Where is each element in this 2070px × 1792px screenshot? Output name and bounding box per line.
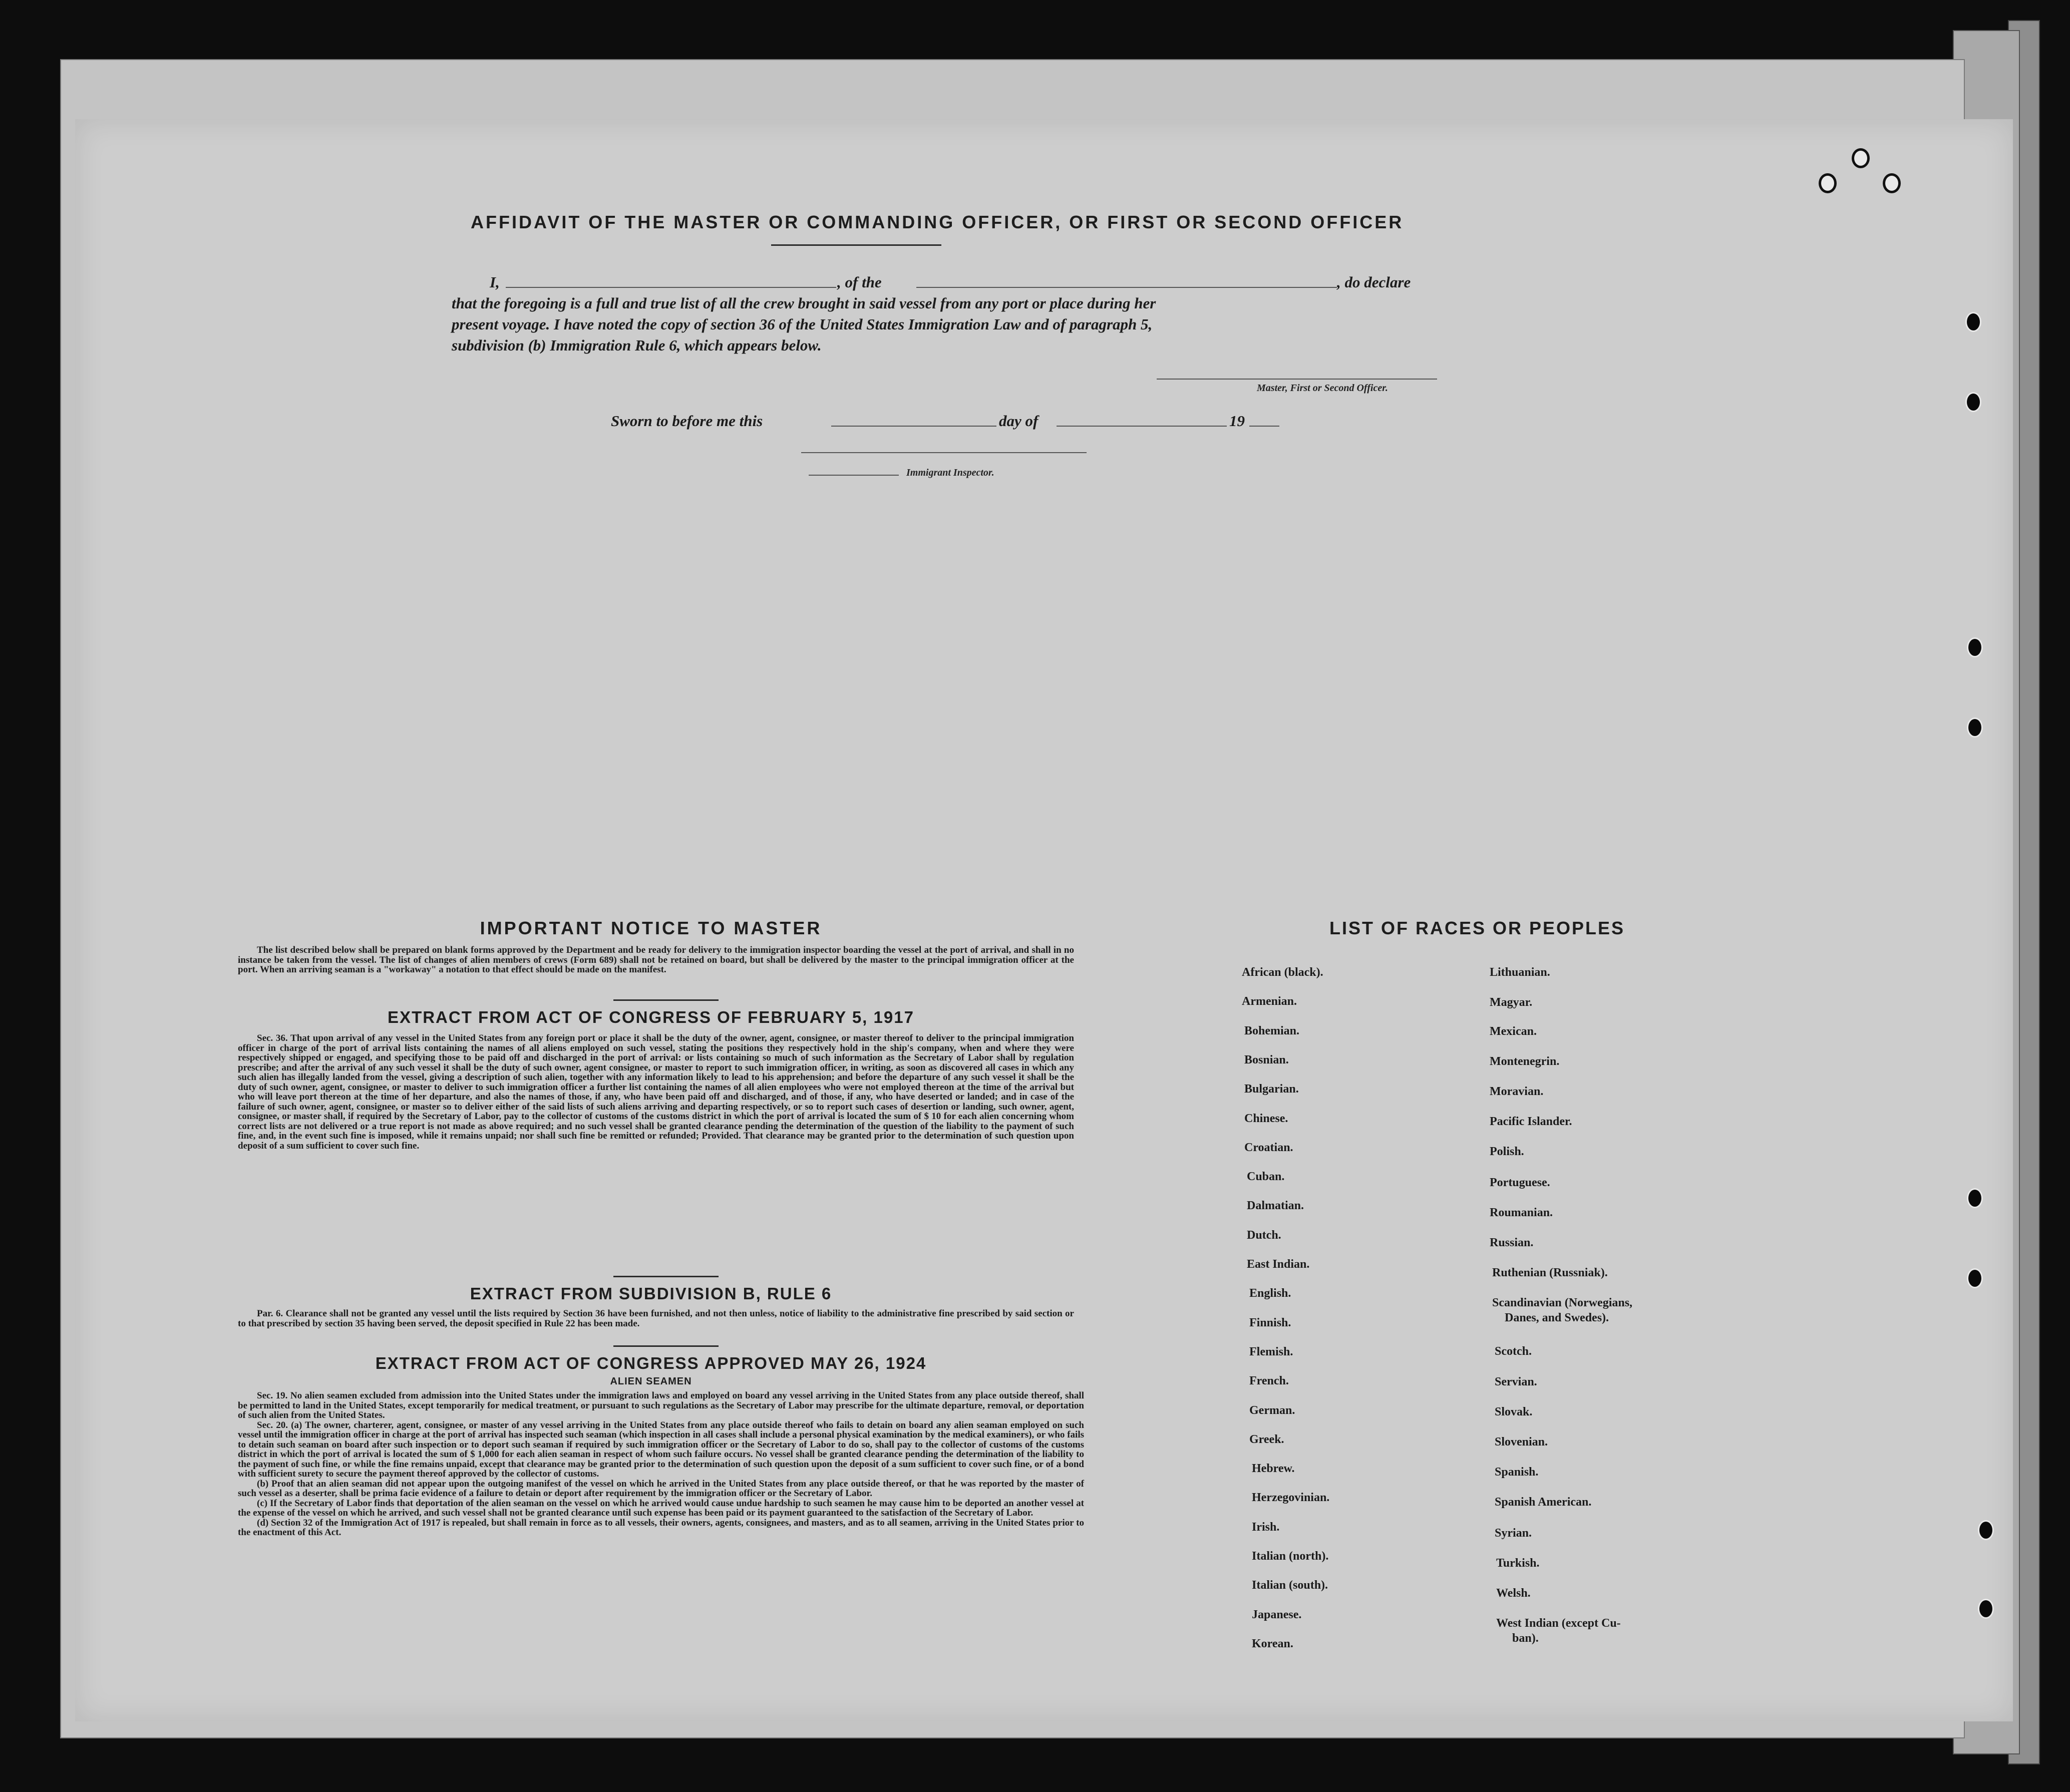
race-item: Turkish. [1496, 1557, 1540, 1570]
master-label: Master, First or Second Officer. [1257, 383, 1388, 394]
vessel-blank [916, 287, 1337, 288]
binder-hole-icon [1978, 1520, 1994, 1540]
binder-hole-icon [1965, 312, 1981, 332]
race-item: Scandinavian (Norwegians, [1492, 1296, 1633, 1309]
extract-rule6-title: EXTRACT FROM SUBDIVISION B, RULE 6 [470, 1284, 832, 1303]
binder-hole-icon [1967, 637, 1983, 657]
race-item: Pacific Islander. [1490, 1115, 1572, 1128]
binder-hole-icon [1978, 1599, 1994, 1619]
binder-hole-icon [1965, 392, 1981, 412]
race-item: Russian. [1490, 1236, 1534, 1249]
notice-paragraph: The list described below shall be prepared on blank forms approved by the Department and be ready for delivery to the immigration inspector boarding the vessel at the port of arrival, and shall in no instance be taken from the vessel. The list of changes of alien members of crews (Form 689) shall not be retained on board, but shall be delivered by the master to the principal immigration officer at the port. When an arriving seaman is a "workaway" a notation to that effect should be made on the manifest. [238, 945, 1074, 975]
race-item: West Indian (except Cu- [1496, 1617, 1621, 1630]
race-item: ban). [1512, 1632, 1539, 1645]
paragraph-6: Par. 6. Clearance shall not be granted any vessel until the lists required by Section 36 have been furnished, and not then unless, notice of liability to the administrative fine prescribed by said section or to that prescribed by section 35 having been served, the deposit specified in Rule 22 has been made. [238, 1308, 1074, 1329]
binder-hole-icon [1967, 1188, 1983, 1208]
name-blank [506, 287, 836, 288]
section-divider [613, 1276, 719, 1277]
race-item: Flemish. [1249, 1345, 1293, 1358]
section-divider [613, 999, 719, 1001]
race-item: Welsh. [1496, 1587, 1531, 1600]
race-item: Portuguese. [1490, 1176, 1550, 1189]
form-page [75, 119, 2013, 1721]
race-item: Greek. [1249, 1432, 1284, 1446]
affidavit-title: AFFIDAVIT OF THE MASTER OR COMMANDING OFFICER, OR FIRST OR SECOND OFFICER [471, 212, 1404, 232]
ring-hole-icon [1852, 148, 1870, 168]
affidavit-line1-mid: , of the [837, 273, 882, 291]
race-item: Magyar. [1490, 996, 1533, 1009]
race-item: French. [1249, 1374, 1289, 1388]
race-item: Roumanian. [1490, 1206, 1553, 1219]
races-title: LIST OF RACES OR PEOPLES [1329, 918, 1625, 938]
extract-1924-text [238, 1391, 1084, 1538]
race-item: African (black). [1242, 966, 1323, 979]
race-item: Lithuanian. [1490, 966, 1550, 979]
race-item: Chinese. [1244, 1112, 1288, 1125]
section-20d-paragraph: (d) Section 32 of the Immigration Act of 1917 is repealed, but shall remain in force as to all vessels, their owners, agents, consignees, and masters, and as to all seamen, arriving in the United States prior to the enactment of this Act. [238, 1517, 1084, 1538]
race-item: Dalmatian. [1247, 1199, 1304, 1213]
race-item: Spanish. [1495, 1466, 1539, 1479]
race-item: Servian. [1495, 1375, 1537, 1388]
race-item: Bulgarian. [1244, 1083, 1299, 1096]
sworn-start: Sworn to before me this [611, 412, 763, 430]
extract-1924-title: EXTRACT FROM ACT OF CONGRESS APPROVED MAY 26, 1924 [375, 1354, 927, 1372]
race-item: Korean. [1252, 1637, 1293, 1650]
section-19-paragraph: Sec. 19. No alien seamen excluded from admission into the United States under the immigration laws and employed on board any vessel arriving in the United States from any place outside thereof, shall be permitted to land in the United States, except temporarily for medical treatment, or pursuant to such regulations as the Secretary of Labor may prescribe for the ultimate departure, removal, or deportation of such alien from the United States. [238, 1390, 1084, 1420]
race-item: Italian (north). [1252, 1550, 1329, 1563]
affidavit-line1-start: I, [490, 273, 500, 291]
race-item: Moravian. [1490, 1085, 1544, 1098]
affidavit-line2: that the foregoing is a full and true list of all the crew brought in said vessel from any port or place during her [452, 294, 1156, 312]
affidavit-line4: subdivision (b) Immigration Rule 6, which appears below. [452, 336, 822, 354]
race-item: Spanish American. [1495, 1496, 1592, 1509]
inspector-label: Immigrant Inspector. [906, 467, 994, 478]
sworn-month-blank [1057, 426, 1227, 427]
extract-1917-text [238, 1033, 1074, 1151]
race-item: East Indian. [1247, 1258, 1310, 1271]
sworn-year-label: 19 [1229, 412, 1245, 430]
race-item: Bosnian. [1244, 1053, 1289, 1066]
race-item: Irish. [1252, 1520, 1280, 1534]
race-item: Japanese. [1252, 1608, 1302, 1621]
race-item: Polish. [1490, 1145, 1524, 1158]
affidavit-line3: present voyage. I have noted the copy of section 36 of the United States Immigration Law and of paragraph 5, [452, 315, 1153, 333]
race-item: Armenian. [1242, 995, 1297, 1008]
extract-1917-title: EXTRACT FROM ACT OF CONGRESS OF FEBRUARY 5, 1917 [388, 1008, 914, 1026]
race-item: Bohemian. [1244, 1024, 1300, 1037]
race-item: Slovak. [1495, 1405, 1533, 1418]
notice-text [238, 945, 1074, 975]
race-item: Danes, and Swedes). [1505, 1311, 1609, 1324]
ring-hole-icon [1883, 173, 1901, 193]
alien-seamen-subtitle: ALIEN SEAMEN [610, 1376, 692, 1387]
race-item: Syrian. [1495, 1527, 1532, 1540]
title-underline [771, 244, 941, 246]
section-20a-paragraph: Sec. 20. (a) The owner, charterer, agent, consignee, or master of any vessel arriving in the United States from any place outside thereof who fails to detain on board any alien seaman employed on such vessel until the immigration officer in charge at the port of arrival has inspected such seaman (which inspection in all cases shall include a personal physical examination by the medical examiners), or who fails to detain such seaman on board after such inspection or to deport such seaman if required by such immigration officer or the Secretary of Labor to do so, shall pay to the collector of customs of the customs district in which the port of arrival is located the sum of $ 1,000 for each alien seaman in respect of whom such failure occurs. No vessel shall be granted clearance pending the determination of the liability to the payment of such fine, or while the fine remains unpaid, except that clearance may be granted prior to the determination of such question upon the deposit of a sum sufficient to cover such fine, or of a bond with sufficient surety to secure the payment thereof approved by the collector of customs. [238, 1419, 1084, 1479]
race-item: Hebrew. [1252, 1462, 1295, 1476]
section-36-paragraph: Sec. 36. That upon arrival of any vessel in the United States from any foreign port or place it shall be the duty of the owner, agent, consignee, or master thereof to deliver to the principal immigration officer in charge of the port of arrival lists containing the names of all aliens employed on such vessel, stating the positions they respectively hold in the ship's company, when and where they were respectively shipped or engaged, and specifying those to be paid off and discharged in the port of arrival: or lists containing so much of such information as the Secretary of Labor shall by regulation prescribe; and after the arrival of any such vessel it shall be the duty of such owner, agent consignee, or master to report to such immigration officer, in writing, as soon as discovered all cases in which any such alien has illegally landed from the vessel, giving a description of such alien, together with any information likely to lead to his apprehension; and before the departure of any such vessel it shall be the duty of such owner, agent, consignee, or master to deliver to such immigration officer a further list containing the names of all alien employees who were not employed thereon at the time of the arrival but who will leave port thereon at the time of her departure, and also the names of those, if any, who have been paid off and discharged, and of those, if any, who have deserted or landed; and in case of the failure of such owner, agent, consignee, or master so to deliver either of the said lists of such aliens arriving and departing respectively, or so to report such cases of desertion or landing, such owner, agent, consignee, or master shall, if required by the Secretary of Labor, pay to the collector of customs of the customs district in which the port of arrival is located the sum of $ 10 for each alien concerning whom correct lists are not delivered or a true report is not made as above required; and no such vessel shall be granted clearance pending the determination of the question of the liability to the payment of such fine, and, in the event such fine is imposed, while it remains unpaid; nor shall such fine be remitted or refunded; Provided. That clearance may be granted prior to the determination of such question upon deposit of a sum sufficient to cover such fine. [238, 1033, 1074, 1151]
inspector-line-2 [809, 475, 899, 476]
race-item: Croatian. [1244, 1141, 1293, 1154]
section-20b-paragraph: (b) Proof that an alien seaman did not appear upon the outgoing manifest of the vessel on which he arrived in the United States from any place outside thereof, or that he was reported by the master of such vessel as a deserter, shall be prima facie evidence of a failure to detain or deport after requirement by the immigration officer or the Secretary of Labor. [238, 1478, 1084, 1499]
section-20c-paragraph: (c) If the Secretary of Labor finds that deportation of the alien seaman on the vessel on which he arrived would cause undue hardship to such seamen he may cause him to be deported an another vessel at the expense of the vessel on which he arrived, and such vessel shall not be granted clearance until such expense has been paid or its payment guaranteed to the satisfaction of the Secretary of Labor. [238, 1498, 1084, 1518]
ring-hole-icon [1819, 173, 1837, 193]
race-item: Finnish. [1249, 1316, 1291, 1329]
sworn-day-label: day of [999, 412, 1039, 430]
sworn-day-blank [831, 426, 996, 427]
sworn-year-blank [1249, 426, 1279, 427]
race-item: German. [1249, 1403, 1295, 1417]
inspector-line-1 [801, 452, 1087, 453]
race-item: Dutch. [1247, 1228, 1281, 1242]
notice-title: IMPORTANT NOTICE TO MASTER [480, 918, 822, 938]
race-item: Slovenian. [1495, 1436, 1548, 1449]
affidavit-line1-end: , do declare [1337, 273, 1411, 291]
section-divider [613, 1345, 719, 1347]
extract-rule6-text [238, 1309, 1074, 1328]
race-item: English. [1249, 1287, 1291, 1300]
binder-hole-icon [1967, 718, 1983, 738]
race-item: Mexican. [1490, 1025, 1537, 1038]
race-item: Montenegrin. [1490, 1055, 1560, 1068]
race-item: Scotch. [1495, 1345, 1532, 1358]
race-item: Italian (south). [1252, 1579, 1328, 1592]
race-item: Cuban. [1247, 1170, 1285, 1184]
master-signature-line [1157, 379, 1437, 380]
race-item: Ruthenian (Russniak). [1492, 1266, 1608, 1279]
race-item: Herzegovinian. [1252, 1491, 1330, 1505]
binder-hole-icon [1967, 1268, 1983, 1288]
